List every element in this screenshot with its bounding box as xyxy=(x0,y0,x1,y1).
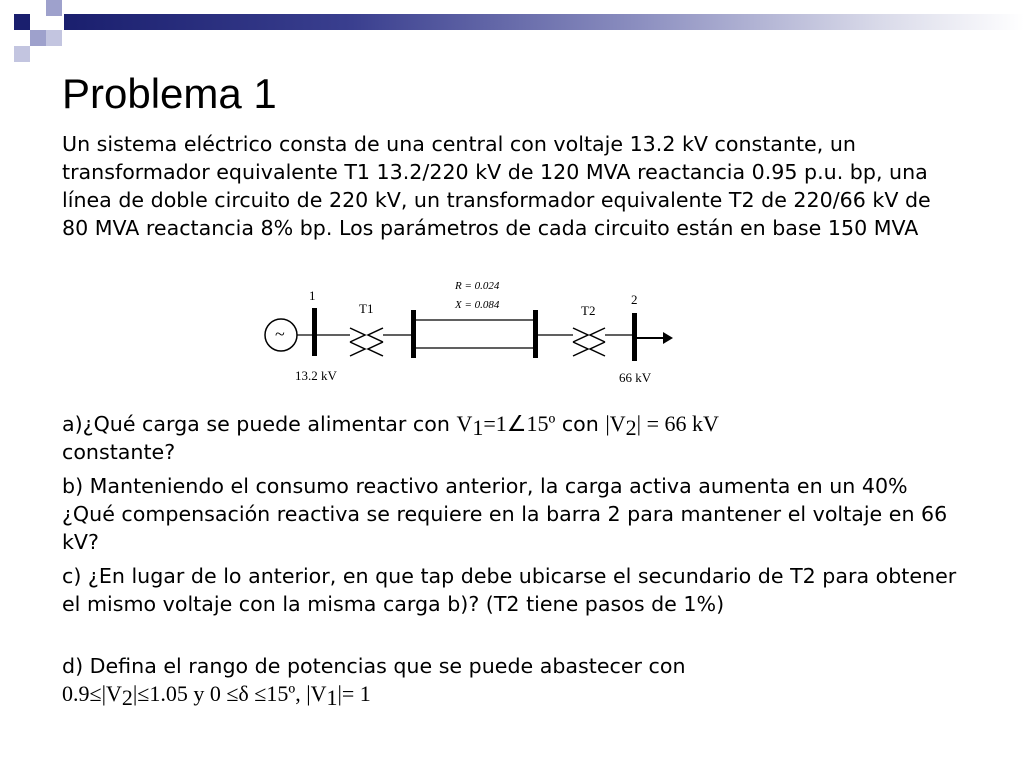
question-b: b) Manteniendo el consumo reactivo anterior, la carga activa aumenta en un 40% ¿Qué compensación reactiva se requiere en la barra 2 para mantener el voltaje en 66 kV? xyxy=(62,474,948,554)
load-arrow-head xyxy=(663,332,673,344)
line-resistance: R = 0.024 xyxy=(455,280,500,292)
v2-value: | = 66 kV xyxy=(636,411,719,436)
single-line-diagram xyxy=(255,280,685,390)
deco-square-dark xyxy=(14,14,30,30)
question-a-text: a)¿Qué carga se puede alimentar con xyxy=(62,412,457,436)
question-d-formula-b: |≤1.05 y 0 ≤δ ≤15º, |V xyxy=(132,681,327,706)
t1-coil-icon xyxy=(350,328,383,356)
generator-symbol: ~ xyxy=(275,324,285,344)
bus-2-label: 2 xyxy=(631,292,638,307)
line-reactance: X = 0.084 xyxy=(455,299,500,311)
question-d-sub2: 2 xyxy=(121,685,133,710)
question-d xyxy=(62,652,962,708)
t2-label: T2 xyxy=(581,303,596,318)
deco-square-light xyxy=(14,46,30,62)
t2-coil-icon xyxy=(573,328,605,356)
question-a xyxy=(62,410,962,466)
t1-label: T1 xyxy=(359,301,374,316)
question-a-suffix: constante? xyxy=(62,440,176,464)
deco-square-light xyxy=(30,30,46,46)
question-a-mid: con xyxy=(555,412,606,436)
bus-2-voltage: 66 kV xyxy=(619,370,652,385)
question-d-formula-a: 0.9≤|V xyxy=(62,681,122,706)
bus-2 xyxy=(632,313,637,361)
slide-title: Problema 1 xyxy=(62,70,277,117)
intro-paragraph: Un sistema eléctrico consta de una central con voltaje 13.2 kV constante, un transformador equivalente T1 13.2/220 kV de 120 MVA reactancia 0.95 p.u. bp, una línea de doble circuito de 220 kV, un transformador equivalente T2 de 220/66 kV de 80 MVA reactancia 8% bp. Los parámetros de cada circuito están en base 150 MVA xyxy=(62,132,931,240)
deco-square-light xyxy=(46,0,62,16)
header-gradient-bar xyxy=(64,14,1024,30)
line-bus-right xyxy=(533,310,538,358)
bus-1-voltage: 13.2 kV xyxy=(295,368,337,383)
question-d-sub1: 1 xyxy=(326,685,338,710)
v1-symbol: V xyxy=(456,411,473,436)
question-d-text: d) Defina el rango de potencias que se puede abastecer con xyxy=(62,654,686,678)
bus-1 xyxy=(312,308,317,356)
v1-value: =1∠15º xyxy=(483,411,556,436)
v2-subscript: 2 xyxy=(625,415,637,440)
v1-subscript: 1 xyxy=(472,415,484,440)
line-bus-left xyxy=(411,310,416,358)
deco-square-light xyxy=(46,30,62,46)
corner-decoration xyxy=(0,0,64,64)
bus-1-label: 1 xyxy=(309,288,316,303)
v2-symbol: |V xyxy=(605,411,626,436)
question-c: c) ¿En lugar de lo anterior, en que tap debe ubicarse el secundario de T2 para obtener el mismo voltaje con la misma carga b)? (T2 tiene pasos de 1%) xyxy=(62,564,957,616)
question-d-formula-c: |= 1 xyxy=(337,681,371,706)
